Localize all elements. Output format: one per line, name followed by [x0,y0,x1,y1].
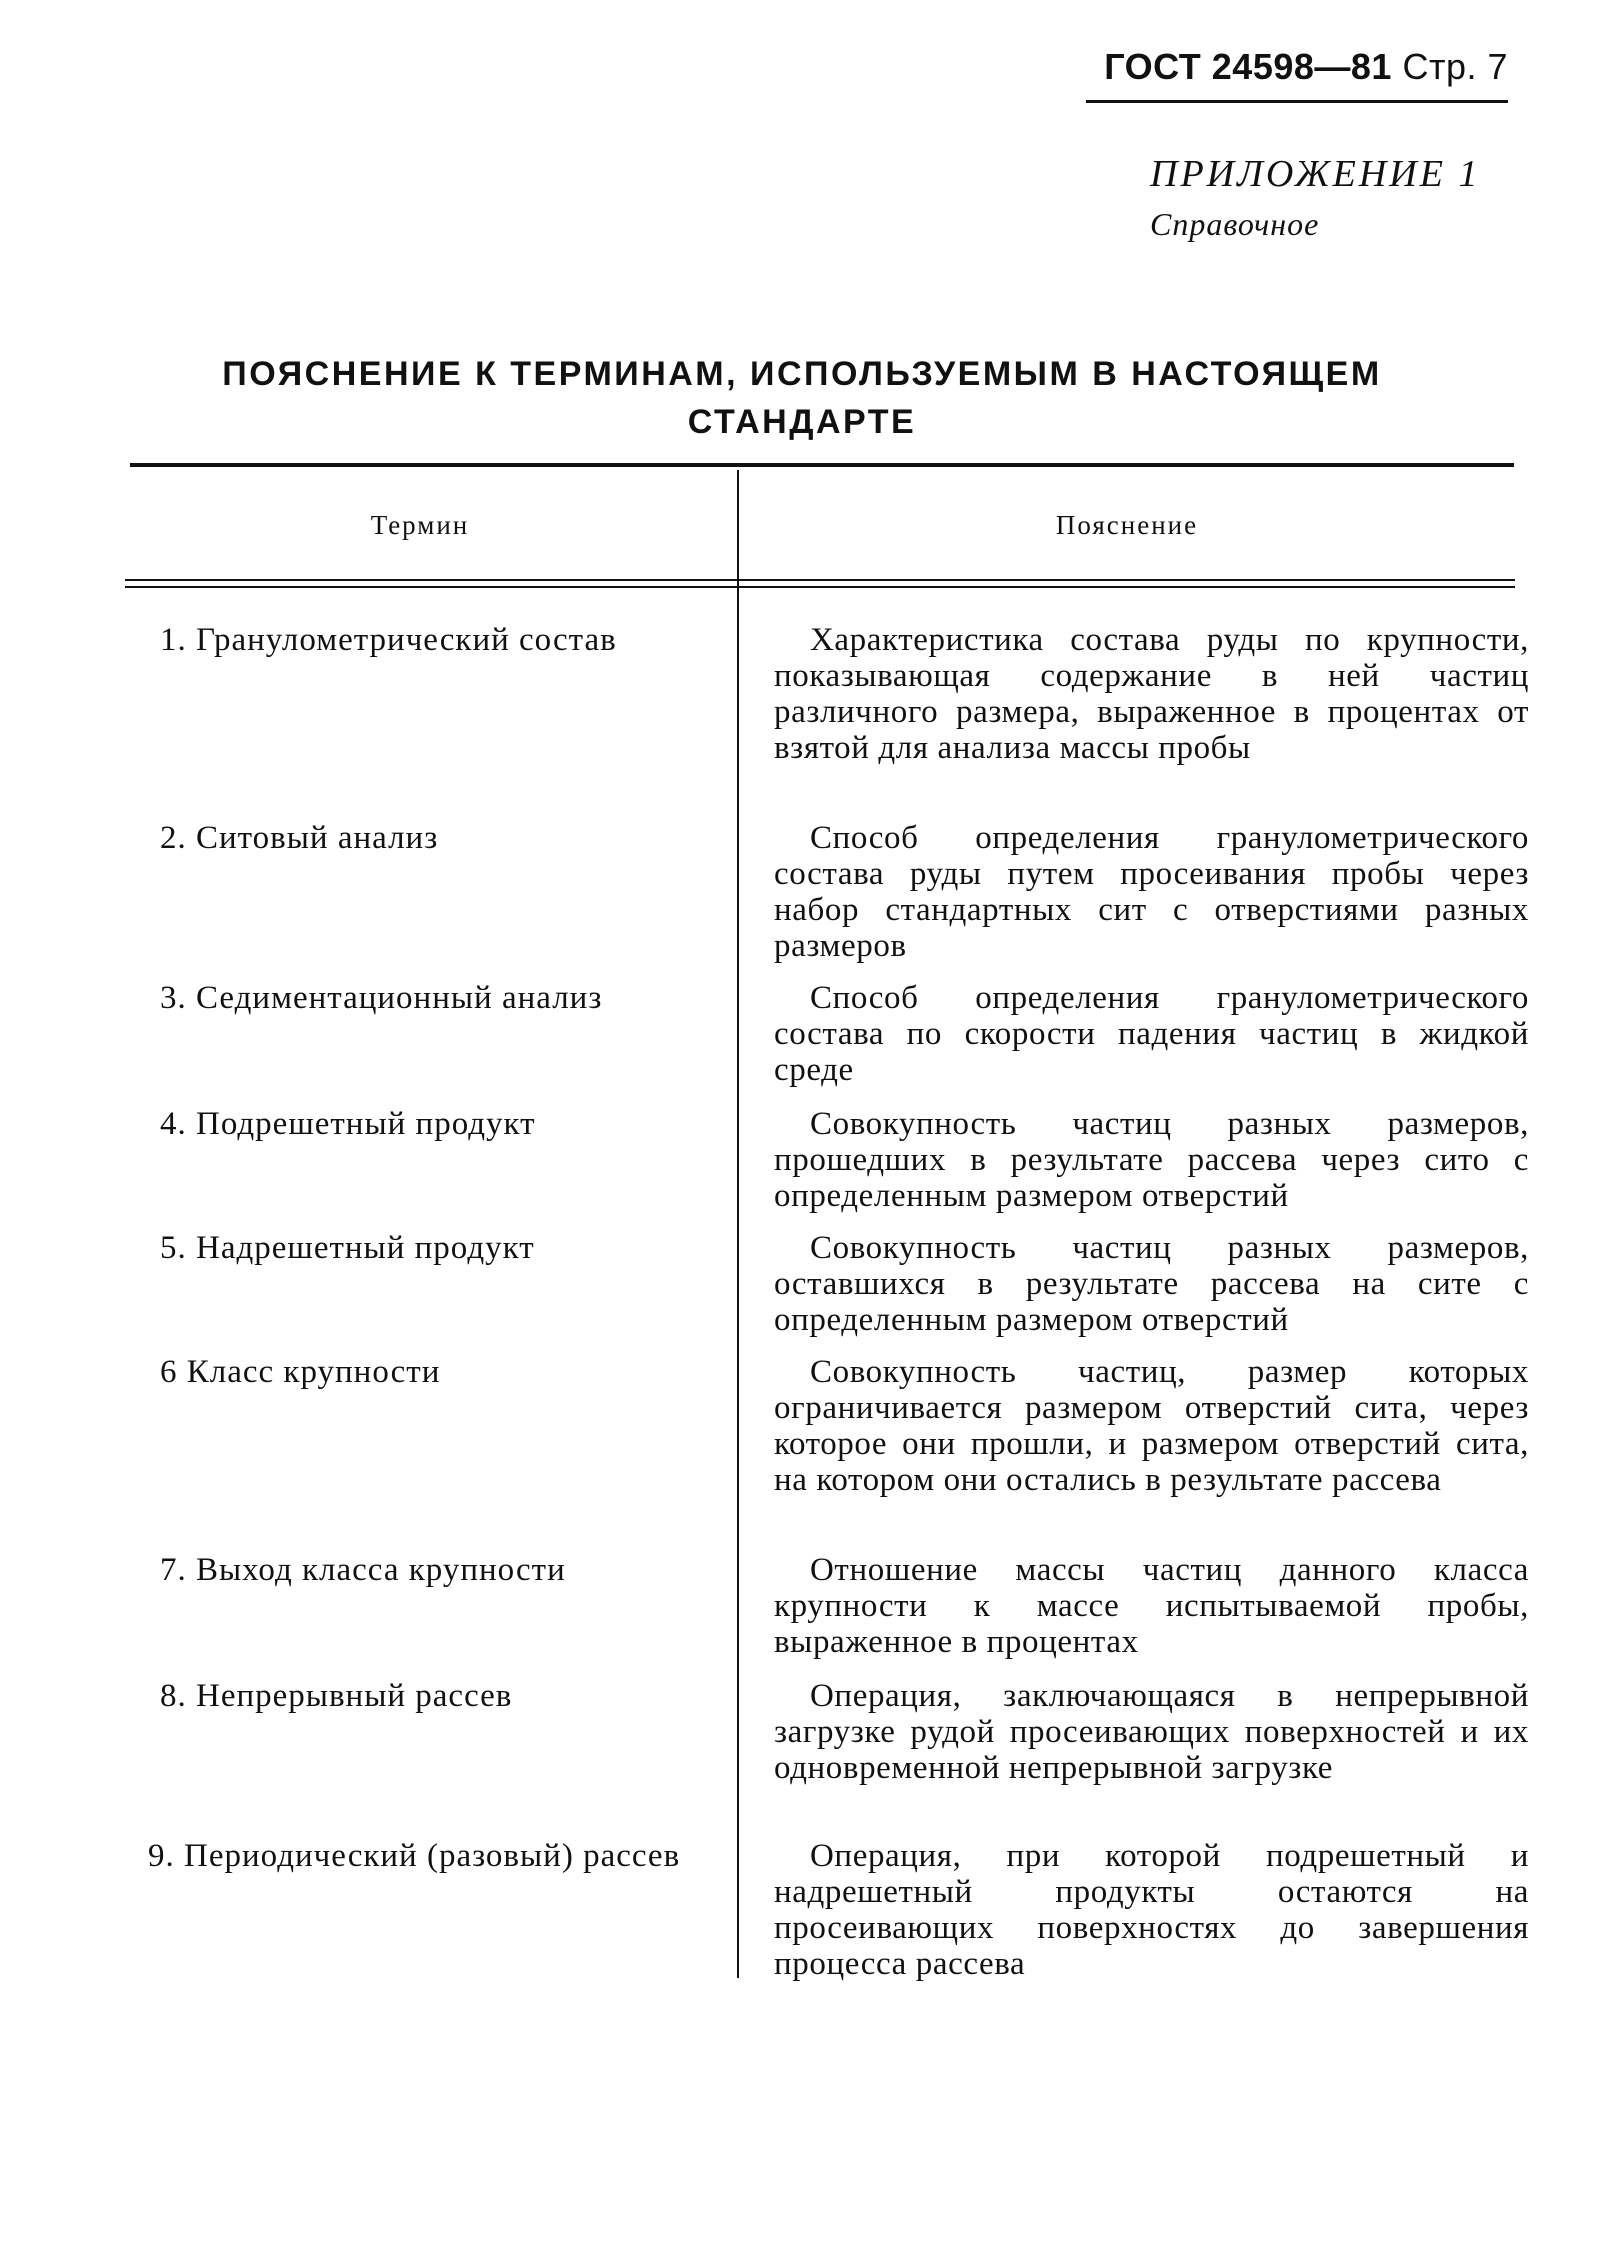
appendix-label: ПРИЛОЖЕНИЕ 1 [1150,153,1481,195]
explanation-cell: Совокупность частиц разных размеров, оставшихся в результате рассева на сите с определенным размером отверстий [774,1230,1529,1338]
header-rule-upper [125,579,1515,581]
term-cell: 7. Выход класса крупности [160,1552,566,1588]
explanation-cell: Отношение массы частиц данного класса крупности к массе испытываемой пробы, выраженное в процентах [774,1552,1529,1660]
page-title: ПОЯСНЕНИЕ К ТЕРМИНАМ, ИСПОЛЬЗУЕМЫМ В НАСТОЯЩЕМ СТАНДАРТЕ [222,355,1382,441]
running-head [1104,46,1508,88]
term-cell: 3. Седиментационный анализ [160,980,603,1016]
term-cell: 1. Гранулометрический состав [160,622,617,658]
table-top-rule [130,463,1514,467]
term-cell: 2. Ситовый анализ [160,820,439,856]
explanation-cell: Операция, при которой подрешетный и надрешетный продукты остаются на просеивающих поверхностях до завершения процесса рассева [774,1838,1529,1982]
column-divider [737,470,739,1978]
explanation-cell: Операция, заключающаяся в непрерывной загрузке рудой просеивающих поверхностей и их одновременной непрерывной загрузке [774,1678,1529,1786]
column-header-term: Термин [370,510,470,540]
column-header-explanation: Пояснение [1055,510,1199,540]
term-cell: 6 Класс крупности [160,1354,441,1390]
term-cell: 8. Непрерывный рассев [160,1678,513,1714]
header-rule [1086,100,1508,103]
term-cell: 9. Периодический (разовый) рассев [148,1838,681,1874]
appendix-note: Справочное [1150,206,1320,242]
explanation-cell: Способ определения гранулометрического состава по скорости падения частиц в жидкой среде [774,980,1529,1088]
term-cell: 4. Подрешетный продукт [160,1106,536,1142]
page-number: Стр. 7 [1402,46,1508,87]
explanation-cell: Способ определения гранулометрического состава руды путем просеивания пробы через набор стандартных сит с отверстиями разных размеров [774,820,1529,964]
standard-code: ГОСТ 24598—81 [1104,46,1392,87]
explanation-cell: Характеристика состава руды по крупности, показывающая содержание в ней частиц различного размера, выраженное в процентах от взятой для анализа массы пробы [774,622,1529,766]
explanation-cell: Совокупность частиц, размер которых ограничивается размером отверстий сита, через которое они прошли, и размером отверстий сита, на котором они остались в результате рассева [774,1354,1529,1498]
header-rule-lower [125,586,1515,588]
explanation-cell: Совокупность частиц разных размеров, прошедших в результате рассева через сито с определенным размером отверстий [774,1106,1529,1214]
term-cell: 5. Надрешетный продукт [160,1230,535,1266]
